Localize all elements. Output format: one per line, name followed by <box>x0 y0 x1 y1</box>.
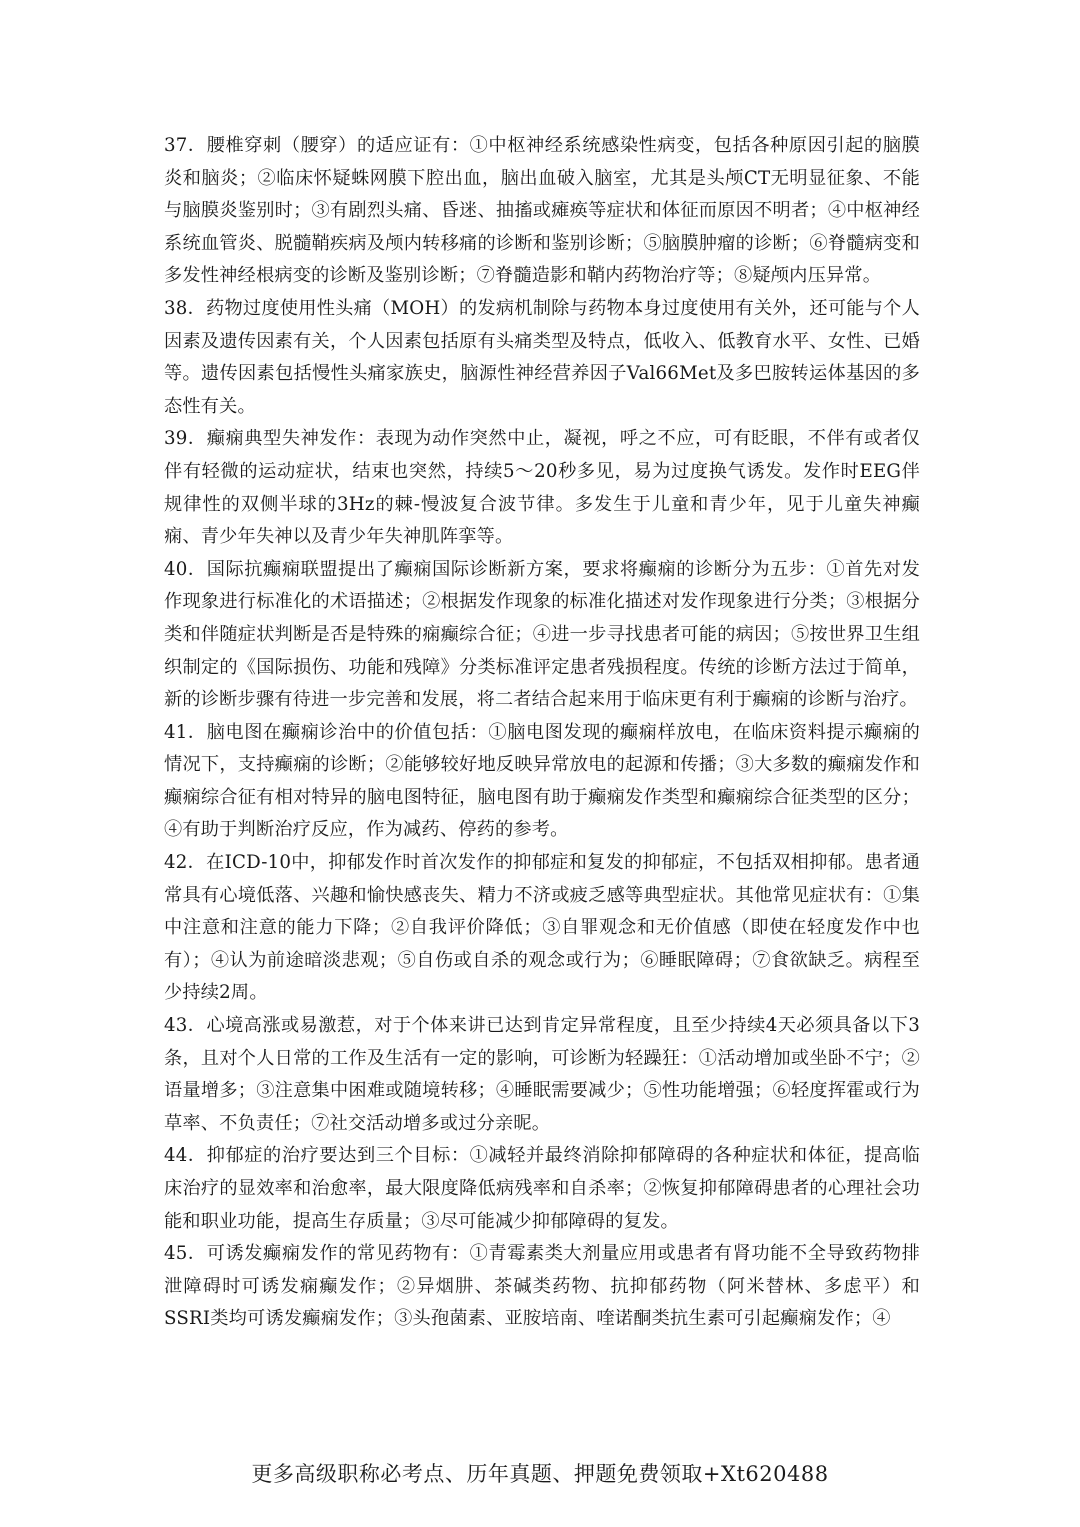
item-37: 37．腰椎穿刺（腰穿）的适应证有：①中枢神经系统感染性病变，包括各种原因引起的脑膜炎和脑炎；②临床怀疑蛛网膜下腔出血，脑出血破入脑室，尤其是头颅CT无明显征象、不能与脑膜炎鉴别时；③有剧烈头痛、昏迷、抽搐或瘫痪等症状和体征而原因不明者；④中枢神经系统血管炎、脱髓鞘疾病及颅内转移痛的诊断和鉴别诊断；⑤脑膜肿瘤的诊断；⑥脊髓病变和多发性神经根病变的诊断及鉴别诊断；⑦脊髓造影和鞘内药物治疗等；⑧疑颅内压异常。 <box>164 135 920 287</box>
item-45: 45．可诱发癫痫发作的常见药物有：①青霉素类大剂量应用或患者有肾功能不全导致药物排泄障碍时可诱发痫癫发作；②异烟肼、茶碱类药物、抗抑郁药物（阿米替林、多虑平）和SSRI类均可诱发癫痫发作；③头孢菌素、亚胺培南、喹诺酮类抗生素可引起癫痫发作；④ <box>164 1243 920 1330</box>
item-39: 39．癫痫典型失神发作：表现为动作突然中止，凝视，呼之不应，可有眨眼，不伴有或者仅伴有轻微的运动症状，结束也突然，持续5～20秒多见，易为过度换气诱发。发作时EEG伴规律性的双侧半球的3Hz的棘-慢波复合波节律。多发生于儿童和青少年，见于儿童失神癫痫、青少年失神以及青少年失神肌阵挛等。 <box>164 428 920 548</box>
item-38: 38．药物过度使用性头痛（MOH）的发病机制除与药物本身过度使用有关外，还可能与个人因素及遗传因素有关，个人因素包括原有头痛类型及特点，低收入、低教育水平、女性、已婚等。遗传因素包括慢性头痛家族史，脑源性神经营养因子Val66Met及多巴胺转运体基因的多态性有关。 <box>164 297 920 417</box>
item-42: 42．在ICD-10中，抑郁发作时首次发作的抑郁症和复发的抑郁症，不包括双相抑郁。患者通常具有心境低落、兴趣和愉快感丧失、精力不济或疲乏感等典型症状。其他常见症状有：①集中注意和注意的能力下降；②自我评价降低；③自罪观念和无价值感（即使在轻度发作中也有）；④认为前途暗淡悲观；⑤自伤或自杀的观念或行为；⑥睡眠障碍；⑦食欲缺乏。病程至少持续2周。 <box>164 852 920 1004</box>
document-body <box>164 130 920 1336</box>
item-43: 43．心境高涨或易激惹，对于个体来讲已达到肯定异常程度，且至少持续4天必须具备以下3条，且对个人日常的工作及生活有一定的影响，可诊断为轻躁狂：①活动增加或坐卧不宁；②语量增多；③注意集中困难或随境转移；④睡眠需要减少；⑤性功能增强；⑥轻度挥霍或行为草率、不负责任；⑦社交活动增多或过分亲昵。 <box>164 1015 920 1134</box>
item-40: 40．国际抗癫痫联盟提出了癫痫国际诊断新方案，要求将癫痫的诊断分为五步：①首先对发作现象进行标准化的术语描述；②根据发作现象的标准化描述对发作现象进行分类；③根据分类和伴随症状判断是否是特殊的痫癫综合征；④进一步寻找患者可能的病因；⑤按世界卫生组织制定的《国际损伤、功能和残障》分类标准评定患者残损程度。传统的诊断方法过于简单，新的诊断步骤有待进一步完善和发展，将二者结合起来用于临床更有利于癫痫的诊断与治疗。 <box>164 558 920 711</box>
footer-promo-text: 更多高级职称必考点、历年真题、押题免费领取+Xt620488 <box>251 1462 829 1486</box>
item-41: 41．脑电图在癫痫诊治中的价值包括：①脑电图发现的癫痫样放电，在临床资料提示癫痫的情况下，支持癫痫的诊断；②能够较好地反映异常放电的起源和传播；③大多数的癫痫发作和癫痫综合征有相对特异的脑电图特征，脑电图有助于癫痫发作类型和癫痫综合征类型的区分；④有助于判断治疗反应，作为减药、停药的参考。 <box>164 721 920 841</box>
item-44: 44．抑郁症的治疗要达到三个目标：①减轻并最终消除抑郁障碍的各种症状和体征，提高临床治疗的显效率和治愈率，最大限度降低病残率和自杀率；②恢复抑郁障碍患者的心理社会功能和职业功能，提高生存质量；③尽可能减少抑郁障碍的复发。 <box>164 1145 920 1232</box>
